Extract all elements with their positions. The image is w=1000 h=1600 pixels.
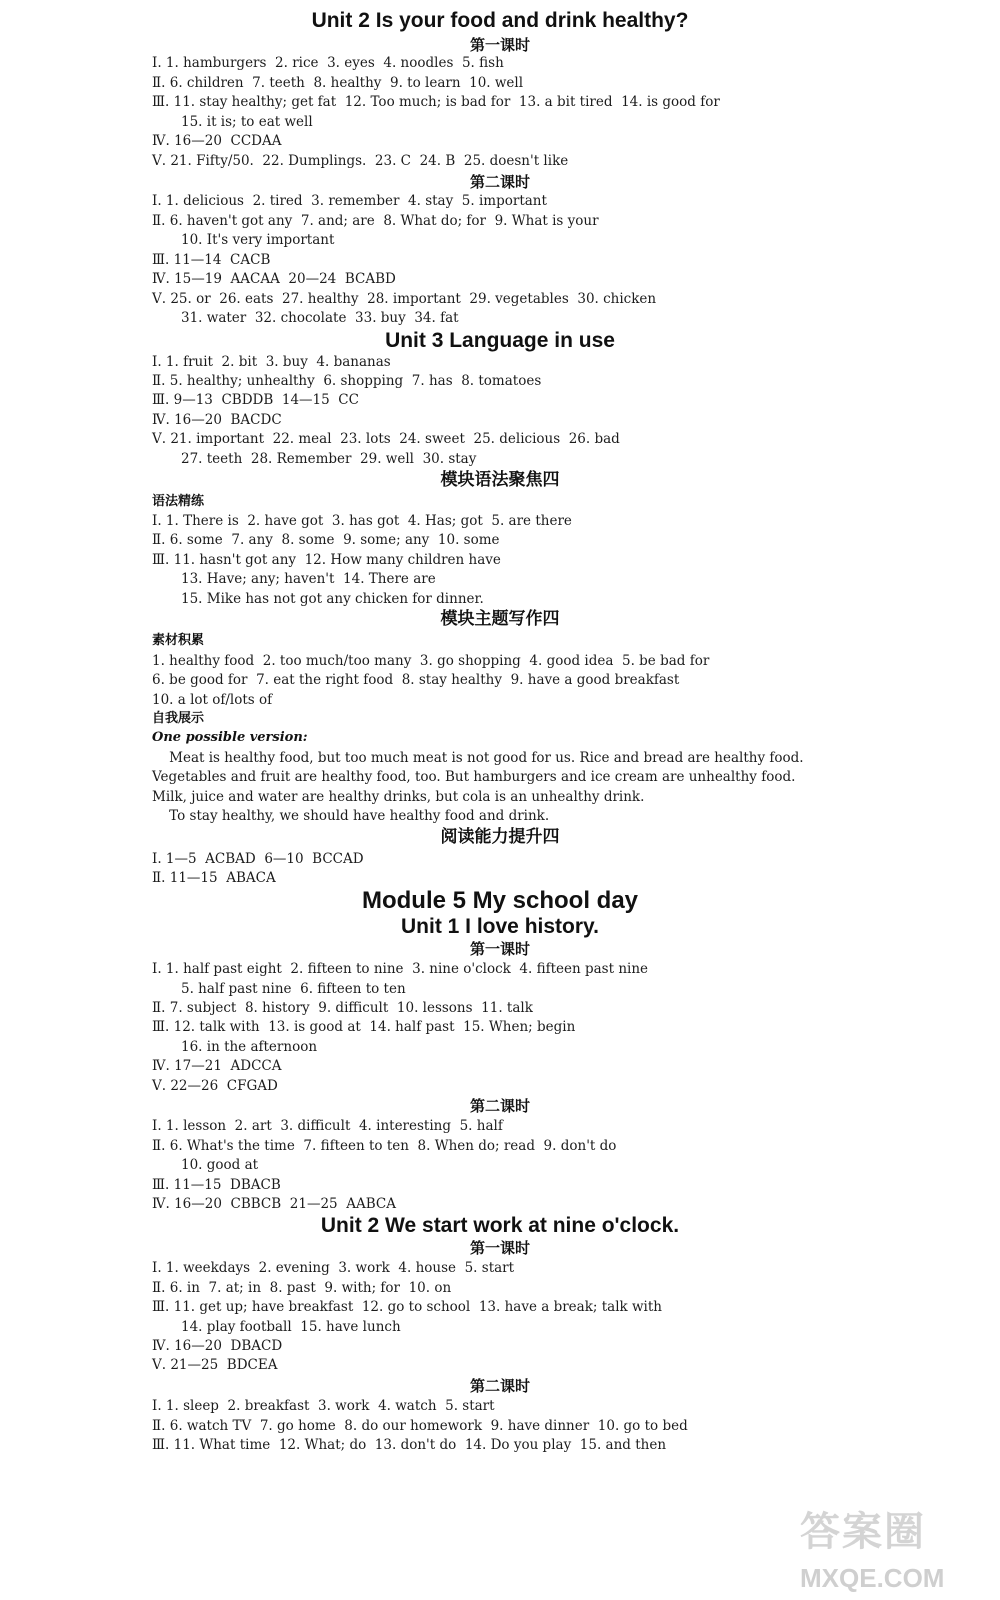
module5-unit1-title: Unit 1 I love history. <box>401 915 599 938</box>
grammar-section-title: 模块语法聚焦四 <box>440 470 560 490</box>
answer-line: Ⅳ. 16—20 DBACD <box>152 1338 283 1354</box>
essay-line: Meat is healthy food, but too much meat is not good for us. Rice and bread are healthy food. <box>152 750 804 766</box>
answer-line: Ⅱ. 6. in 7. at; in 8. past 9. with; for 10. on <box>152 1280 452 1296</box>
grammar-subheading: 语法精练 <box>152 494 205 509</box>
answer-line: Ⅲ. 12. talk with 13. is good at 14. half past 15. When; begin <box>152 1019 576 1035</box>
answer-line: Ⅲ. 11. get up; have breakfast 12. go to school 13. have a break; talk with <box>152 1299 662 1315</box>
answer-line: 31. water 32. chocolate 33. buy 34. fat <box>181 310 459 326</box>
essay-line: Vegetables and fruit are healthy food, too. But hamburgers and ice cream are unhealthy food. <box>152 769 796 785</box>
answer-line: Ⅱ. 6. some 7. any 8. some 9. some; any 10. some <box>152 532 500 548</box>
material-subheading: 素材积累 <box>152 633 205 648</box>
answer-line: 10. good at <box>181 1157 259 1173</box>
answer-line: Ⅰ. 1. There is 2. have got 3. has got 4. Has; got 5. are there <box>152 513 572 529</box>
answer-line: Ⅰ. 1. weekdays 2. evening 3. work 4. house 5. start <box>152 1260 515 1276</box>
self-show-subheading: 自我展示 <box>152 711 205 726</box>
answer-line: Ⅰ. 1. half past eight 2. fifteen to nine 3. nine o'clock 4. fifteen past nine <box>152 961 649 977</box>
answer-line: Ⅰ. 1. delicious 2. tired 3. remember 4. stay 5. important <box>152 193 547 209</box>
lesson2-heading: 第二课时 <box>469 1377 530 1395</box>
version-label: One possible version: <box>152 730 308 745</box>
lesson1-heading: 第一课时 <box>469 940 530 958</box>
answer-line: Ⅲ. 11. hasn't got any 12. How many children have <box>152 552 501 568</box>
unit3-title: Unit 3 Language in use <box>385 329 615 352</box>
answer-line: Ⅰ. 1. sleep 2. breakfast 3. work 4. watch 5. start <box>152 1398 495 1414</box>
answer-line: Ⅰ. 1—5 ACBAD 6—10 BCCAD <box>152 851 364 867</box>
answer-line: Ⅴ. 21—25 BDCEA <box>152 1357 278 1373</box>
reading-section-title: 阅读能力提升四 <box>440 827 560 847</box>
answer-line: Ⅳ. 15—19 AACAA 20—24 BCABD <box>152 271 396 287</box>
answer-line: 15. it is; to eat well <box>181 114 313 130</box>
answer-line: 10. It's very important <box>181 232 335 248</box>
answer-line: Ⅴ. 22—26 CFGAD <box>152 1078 278 1094</box>
answer-line: Ⅲ. 11. stay healthy; get fat 12. Too much; is bad for 13. a bit tired 14. is good for <box>152 94 720 110</box>
answer-line: 13. Have; any; haven't 14. There are <box>181 571 436 587</box>
answer-line: Ⅲ. 11—15 DBACB <box>152 1177 281 1193</box>
essay-line: Milk, juice and water are healthy drinks, but cola is an unhealthy drink. <box>152 789 645 805</box>
answer-line: 16. in the afternoon <box>181 1039 318 1055</box>
answer-line: Ⅴ. 21. important 22. meal 23. lots 24. sweet 25. delicious 26. bad <box>152 431 620 447</box>
watermark-logo-glyphs: 答案圈 <box>800 1509 926 1555</box>
answer-line: 5. half past nine 6. fifteen to ten <box>181 981 406 997</box>
answer-line: Ⅲ. 11—14 CACB <box>152 252 271 268</box>
answer-line: 14. play football 15. have lunch <box>181 1319 401 1335</box>
answer-line: Ⅴ. 25. or 26. eats 27. healthy 28. important 29. vegetables 30. chicken <box>152 291 657 307</box>
answer-line: Ⅴ. 21. Fifty/50. 22. Dumplings. 23. C 24. B 25. doesn't like <box>152 153 569 169</box>
answer-line: Ⅱ. 6. haven't got any 7. and; are 8. What do; for 9. What is your <box>152 213 599 229</box>
unit2-title: Unit 2 Is your food and drink healthy? <box>311 9 689 32</box>
module5-title: Module 5 My school day <box>361 887 639 914</box>
answer-line: Ⅰ. 1. fruit 2. bit 3. buy 4. bananas <box>152 354 391 370</box>
material-line: 6. be good for 7. eat the right food 8. stay healthy 9. have a good breakfast <box>152 672 680 688</box>
answer-line: Ⅱ. 5. healthy; unhealthy 6. shopping 7. has 8. tomatoes <box>152 373 542 389</box>
lesson2-heading: 第二课时 <box>469 173 530 191</box>
lesson1-heading: 第一课时 <box>469 1239 530 1257</box>
answer-line: 27. teeth 28. Remember 29. well 30. stay <box>181 451 477 467</box>
material-line: 1. healthy food 2. too much/too many 3. go shopping 4. good idea 5. be bad for <box>152 653 710 669</box>
site-watermark <box>800 1505 980 1595</box>
answer-line: Ⅱ. 6. children 7. teeth 8. healthy 9. to learn 10. well <box>152 75 524 91</box>
watermark-url: MXQE.COM <box>800 1563 945 1593</box>
answer-line: Ⅱ. 6. What's the time 7. fifteen to ten 8. When do; read 9. don't do <box>152 1138 617 1154</box>
lesson1-heading: 第一课时 <box>469 36 530 54</box>
module5-unit2-title: Unit 2 We start work at nine o'clock. <box>320 1214 680 1237</box>
essay-line: To stay healthy, we should have healthy food and drink. <box>152 808 550 824</box>
answer-line: Ⅰ. 1. lesson 2. art 3. difficult 4. interesting 5. half <box>152 1118 503 1134</box>
answer-line: Ⅲ. 11. What time 12. What; do 13. don't do 14. Do you play 15. and then <box>152 1437 667 1453</box>
material-line: 10. a lot of/lots of <box>152 692 273 708</box>
lesson2-heading: 第二课时 <box>469 1097 530 1115</box>
answer-line: Ⅳ. 16—20 BACDC <box>152 412 282 428</box>
answer-line: Ⅱ. 11—15 ABACA <box>152 870 276 886</box>
answer-line: Ⅱ. 7. subject 8. history 9. difficult 10. lessons 11. talk <box>152 1000 533 1016</box>
answer-line: Ⅲ. 9—13 CBDDB 14—15 CC <box>152 392 359 408</box>
answer-line: Ⅱ. 6. watch TV 7. go home 8. do our homework 9. have dinner 10. go to bed <box>152 1418 688 1434</box>
answer-line: Ⅳ. 17—21 ADCCA <box>152 1058 282 1074</box>
answer-line: Ⅰ. 1. hamburgers 2. rice 3. eyes 4. noodles 5. fish <box>152 55 504 71</box>
writing-section-title: 模块主题写作四 <box>440 609 560 629</box>
answer-line: Ⅳ. 16—20 CBBCB 21—25 AABCA <box>152 1196 396 1212</box>
answer-line: 15. Mike has not got any chicken for dinner. <box>181 591 484 607</box>
answer-line: Ⅳ. 16—20 CCDAA <box>152 133 282 149</box>
